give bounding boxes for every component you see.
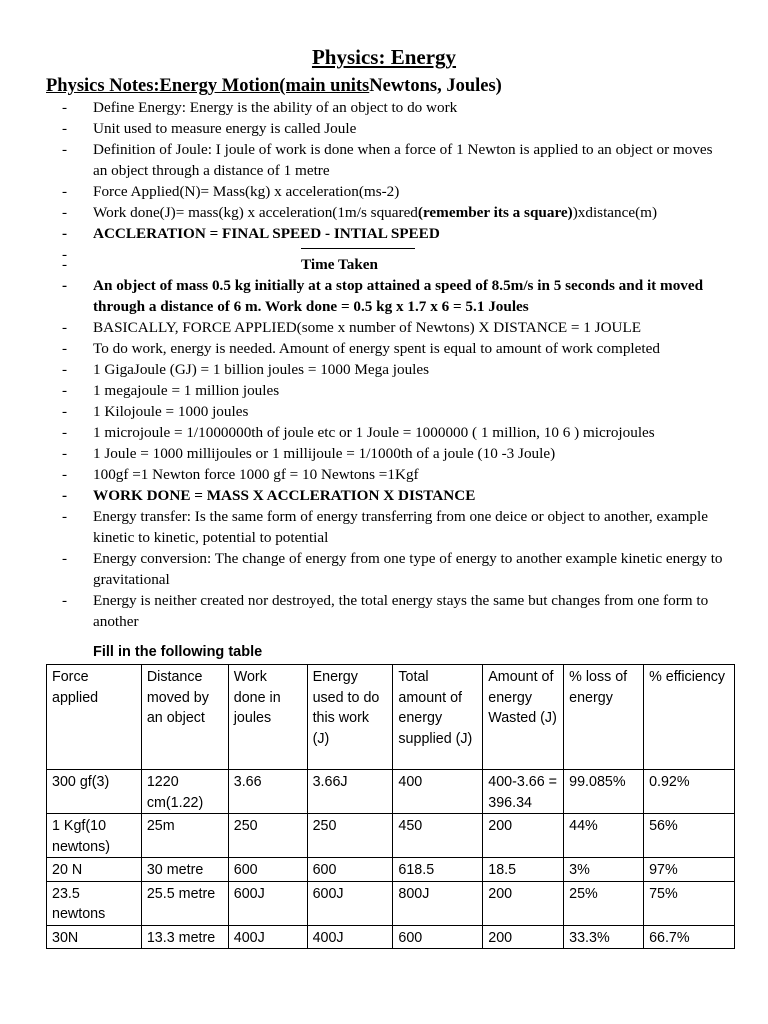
table-cell: 600	[393, 925, 483, 949]
table-cell: 250	[228, 814, 307, 858]
column-header: Total amount of energy supplied (J)	[393, 665, 483, 770]
table-cell: 200	[483, 925, 564, 949]
list-item: - 100gf =1 Newton force 1000 gf = 10 Newtons =1Kgf	[62, 464, 730, 485]
list-item: - Energy transfer: Is the same form of energy transferring from one deice or object to another, example kinetic to kinetic, potential to potential	[62, 506, 730, 548]
table-cell: 400	[393, 770, 483, 814]
table-cell: 400-3.66 = 396.34	[483, 770, 564, 814]
fraction-denominator: - Time Taken	[301, 256, 378, 273]
table-cell: 23.5 newtons	[47, 881, 142, 925]
table-cell: 75%	[644, 881, 735, 925]
work-formula-start: Work done(J)= mass(kg) x acceleration(1m/s squared	[93, 204, 418, 221]
table-cell: 25m	[141, 814, 228, 858]
page-title: Physics: Energy	[311, 45, 457, 69]
table-cell: 200	[483, 814, 564, 858]
table-cell: 600	[228, 858, 307, 882]
list-item: - BASICALLY, FORCE APPLIED(some x number of Newtons) X DISTANCE = 1 JOULE	[62, 317, 730, 338]
work-formula-reminder: (remember its a square)	[417, 204, 573, 221]
list-item	[62, 254, 730, 275]
table-header-row	[47, 665, 735, 770]
table-row	[47, 858, 735, 882]
table-cell: 600J	[228, 881, 307, 925]
table-cell: 3.66	[228, 770, 307, 814]
list-item: - ACCLERATION = FINAL SPEED - INTIAL SPEED	[62, 223, 730, 244]
energy-table	[46, 664, 735, 949]
table-cell: 800J	[393, 881, 483, 925]
column-header: Distance moved by an object	[141, 665, 228, 770]
subtitle-rest: Newtons, Joules)	[369, 76, 502, 96]
table-cell: 250	[307, 814, 393, 858]
table-cell: 3%	[564, 858, 644, 882]
table-cell: 13.3 metre	[141, 925, 228, 949]
column-header: Force applied	[47, 665, 142, 770]
table-cell: 3.66J	[307, 770, 393, 814]
column-header: % loss of energy	[564, 665, 644, 770]
table-cell: 20 N	[47, 858, 142, 882]
list-item: - Unit used to measure energy is called Joule	[62, 118, 730, 139]
table-cell: 618.5	[393, 858, 483, 882]
list-item: - Define Energy: Energy is the ability of an object to do work	[62, 97, 730, 118]
table-cell: 1 Kgf(10 newtons)	[47, 814, 142, 858]
table-cell: 30 metre	[141, 858, 228, 882]
work-formula-end: )xdistance(m)	[572, 204, 658, 221]
list-item	[62, 202, 730, 223]
table-cell: 600	[307, 858, 393, 882]
list-item: - To do work, energy is needed. Amount of energy spent is equal to amount of work completed	[62, 338, 730, 359]
fraction-bar-item	[62, 244, 730, 254]
table-cell: 200	[483, 881, 564, 925]
list-item: - 1 megajoule = 1 million joules	[62, 380, 730, 401]
table-cell: 44%	[564, 814, 644, 858]
subtitle-underlined: Physics Notes:Energy Motion(main units	[46, 76, 370, 96]
table-heading: Fill in the following table	[93, 644, 263, 660]
table-cell: 300 gf(3)	[47, 770, 142, 814]
list-item: - Energy conversion: The change of energy from one type of energy to another example kinetic energy to gravitational	[62, 548, 730, 590]
list-item: - Definition of Joule: I joule of work is done when a force of 1 Newton is applied to an object or moves an object through a distance of 1 metre	[62, 139, 730, 181]
table-row	[47, 925, 735, 949]
notes-subtitle	[46, 74, 746, 98]
table-cell: 99.085%	[564, 770, 644, 814]
table-row	[47, 770, 735, 814]
table-cell: 56%	[644, 814, 735, 858]
column-header: Work done in joules	[228, 665, 307, 770]
table-cell: 0.92%	[644, 770, 735, 814]
list-item: - 1 Kilojoule = 1000 joules	[62, 401, 730, 422]
table-cell: 400J	[228, 925, 307, 949]
list-item: - WORK DONE = MASS X ACCLERATION X DISTANCE	[62, 485, 730, 506]
list-item: - Force Applied(N)= Mass(kg) x acceleration(ms-2)	[62, 181, 730, 202]
table-cell: 18.5	[483, 858, 564, 882]
table-cell: 1220 cm(1.22)	[141, 770, 228, 814]
list-item: - An object of mass 0.5 kg initially at a stop attained a speed of 8.5m/s in 5 seconds and it moved through a distance of 6 m. Work done = 0.5 kg x 1.7 x 6 = 5.1 Joules	[62, 275, 730, 317]
table-cell: 600J	[307, 881, 393, 925]
column-header: % efficiency	[644, 665, 735, 770]
list-item: - Energy is neither created nor destroyed, the total energy stays the same but changes from one form to another	[62, 590, 730, 632]
table-cell: 33.3%	[564, 925, 644, 949]
table-cell: 25%	[564, 881, 644, 925]
notes-list	[62, 97, 730, 632]
column-header: Amount of energy Wasted (J)	[483, 665, 564, 770]
table-cell: 400J	[307, 925, 393, 949]
table-row	[47, 881, 735, 925]
table-cell: 30N	[47, 925, 142, 949]
column-header: Energy used to do this work (J)	[307, 665, 393, 770]
table-cell: 25.5 metre	[141, 881, 228, 925]
list-item: - 1 Joule = 1000 millijoules or 1 millijoule = 1/1000th of a joule (10 -3 Joule)	[62, 443, 730, 464]
list-item: - 1 GigaJoule (GJ) = 1 billion joules = 1000 Mega joules	[62, 359, 730, 380]
list-item: - 1 microjoule = 1/1000000th of joule etc or 1 Joule = 1000000 ( 1 million, 10 6 ) microjoules	[62, 422, 730, 443]
fraction-bar	[301, 244, 415, 254]
table-cell: 97%	[644, 858, 735, 882]
table-cell: 450	[393, 814, 483, 858]
table-cell: 66.7%	[644, 925, 735, 949]
table-row	[47, 814, 735, 858]
